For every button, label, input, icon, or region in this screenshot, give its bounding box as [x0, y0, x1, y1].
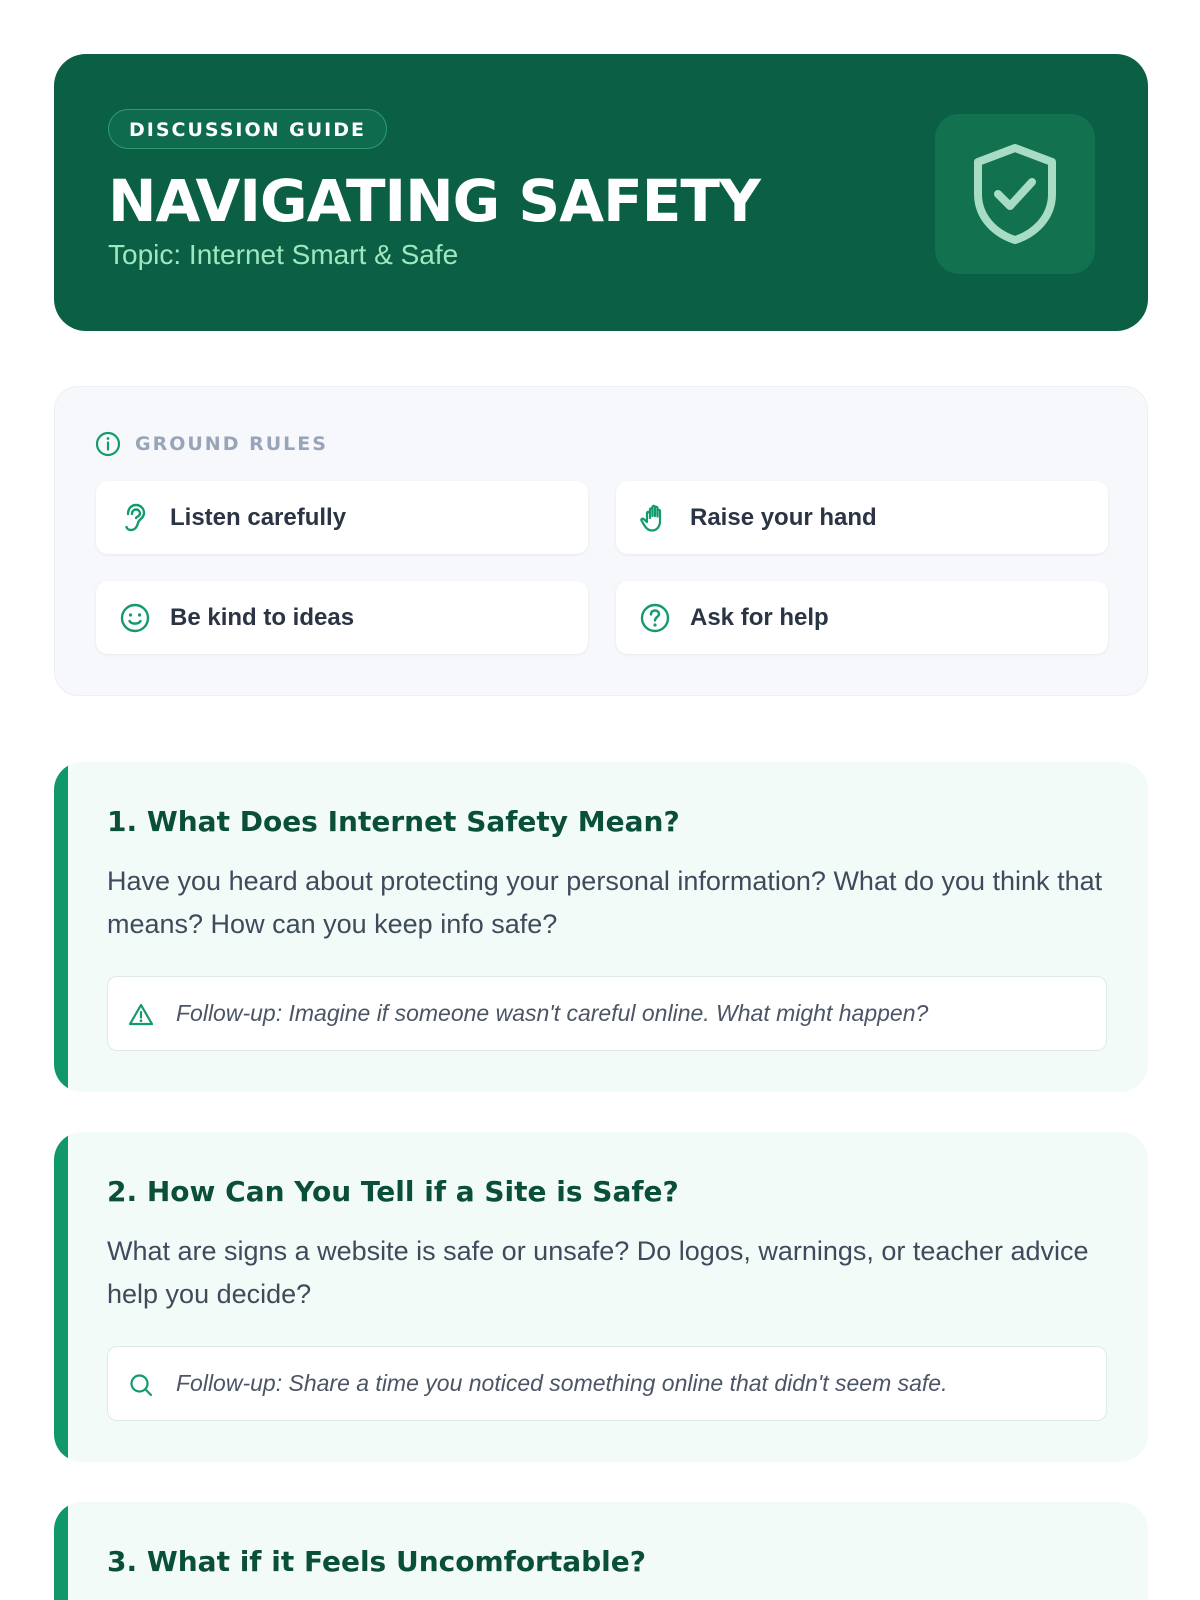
question-title: 2. How Can You Tell if a Site is Safe?	[107, 1175, 679, 1208]
shield-icon-box	[935, 114, 1095, 274]
smile-icon	[118, 601, 152, 635]
question-card-2	[54, 1132, 1148, 1462]
shield-check-icon	[970, 142, 1060, 246]
ground-rules-heading	[95, 429, 328, 459]
ground-rules-heading-text: GROUND RULES	[135, 433, 328, 455]
question-card-1	[54, 762, 1148, 1092]
hand-icon	[638, 501, 672, 535]
rule-ask-for-help	[616, 581, 1108, 654]
page-title: NAVIGATING SAFETY	[108, 167, 760, 235]
question-body: What are signs a website is safe or unsafe? Do logos, warnings, or teacher advice help you decide?	[107, 1236, 1089, 1309]
question-title: 1. What Does Internet Safety Mean?	[107, 805, 680, 838]
warning-icon	[128, 1002, 154, 1028]
rule-label: Be kind to ideas	[170, 604, 355, 631]
ear-icon	[118, 501, 152, 535]
question-card-3	[54, 1502, 1148, 1600]
question-icon	[638, 601, 672, 635]
question-title: 3. What if it Feels Uncomfortable?	[107, 1545, 647, 1578]
ground-rules-panel	[54, 386, 1148, 696]
rule-label: Listen carefully	[170, 504, 347, 531]
rule-label: Ask for help	[690, 604, 829, 631]
rule-label: Raise your hand	[690, 504, 877, 531]
search-icon	[128, 1372, 154, 1398]
question-body: Have you heard about protecting your personal information? What do you think that means? How can you keep info safe?	[107, 866, 1103, 939]
rule-raise-your-hand	[616, 481, 1108, 554]
follow-up-box	[107, 976, 1107, 1051]
follow-up-text: Follow-up: Imagine if someone wasn't careful online. What might happen?	[176, 1000, 929, 1026]
rule-listen-carefully	[96, 481, 588, 554]
header-banner	[54, 54, 1148, 331]
rule-be-kind	[96, 581, 588, 654]
topic-subtitle: Topic: Internet Smart & Safe	[108, 239, 459, 270]
discussion-guide-badge: DISCUSSION GUIDE	[108, 109, 387, 149]
follow-up-text: Follow-up: Share a time you noticed something online that didn't seem safe.	[176, 1370, 948, 1396]
info-icon	[95, 431, 121, 457]
follow-up-box	[107, 1346, 1107, 1421]
